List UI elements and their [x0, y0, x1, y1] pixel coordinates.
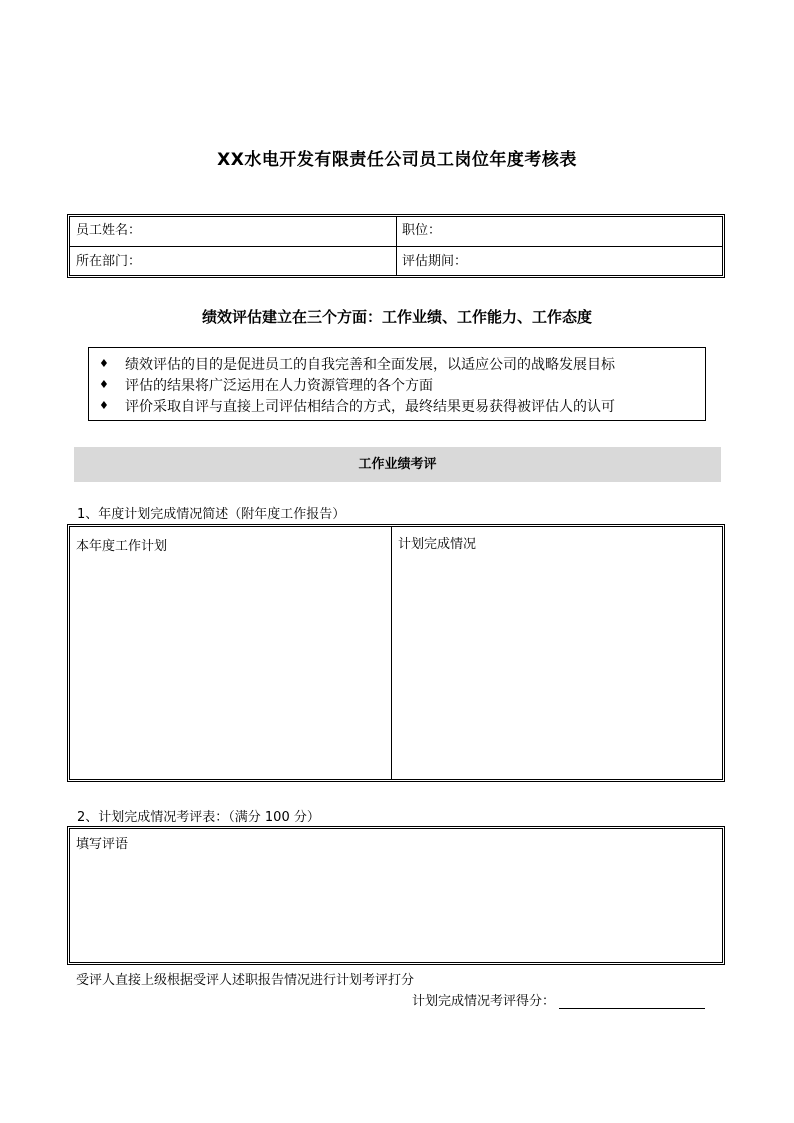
evaluation-aspects-subtitle: 绩效评估建立在三个方面：工作业绩、工作能力、工作态度: [201, 308, 592, 326]
list-item: [99, 395, 705, 416]
employee-name-label: 员工姓名：: [76, 223, 142, 238]
bullet-text: 评价采取自评与直接上司评估相结合的方式，最终结果更易获得被评估人的认可: [125, 398, 615, 415]
evaluation-notes-box: [88, 347, 706, 421]
diamond-bullet-icon: ♦: [99, 399, 109, 412]
section-header-work-performance: 工作业绩考评: [74, 447, 721, 482]
form-title: XX水电开发有限责任公司员工岗位年度考核表: [217, 150, 577, 170]
bullet-text: 绩效评估的目的是促进员工的自我完善和全面发展，以适应公司的战略发展目标: [125, 356, 615, 373]
section2-heading: 2、计划完成情况考评表：（满分 100 分）: [77, 810, 320, 825]
department-label: 所在部门：: [76, 254, 142, 269]
annual-plan-table: [67, 524, 725, 782]
diamond-bullet-icon: ♦: [99, 357, 109, 370]
completion-status-column-label: 计划完成情况: [398, 537, 477, 552]
position-label: 职位：: [402, 223, 442, 238]
annual-plan-column-label: 本年度工作计划: [76, 539, 168, 554]
section1-heading: 1、年度计划完成情况简述（附年度工作报告）: [77, 507, 346, 522]
comment-label: 填写评语: [76, 837, 129, 852]
score-row: [412, 990, 705, 1009]
diamond-bullet-icon: ♦: [99, 378, 109, 391]
score-label: 计划完成情况考评得分：: [412, 994, 556, 1009]
score-input-line[interactable]: [559, 994, 705, 1009]
employee-info-table: [67, 214, 725, 278]
table-divider: [391, 527, 392, 779]
list-item: [99, 374, 705, 395]
scoring-note: 受评人直接上级根据受评人述职报告情况进行计划考评打分: [76, 973, 415, 988]
comment-field[interactable]: [67, 826, 725, 965]
table-divider: [396, 217, 397, 275]
review-period-label: 评估期间：: [402, 254, 468, 269]
bullet-text: 评估的结果将广泛运用在人力资源管理的各个方面: [125, 377, 433, 394]
list-item: [99, 353, 705, 374]
